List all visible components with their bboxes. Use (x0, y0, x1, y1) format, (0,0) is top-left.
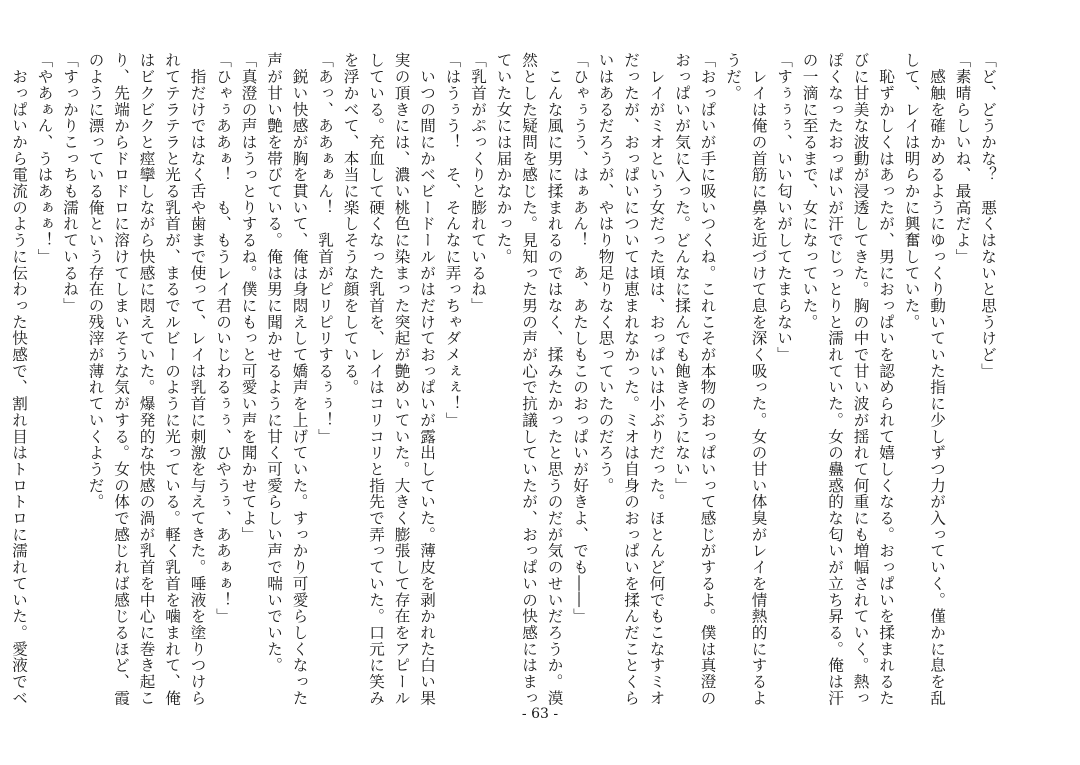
text-line: ていた女には届かなかった。 (494, 52, 513, 265)
text-line: 感触を確かめるようにゆっくり動いていた指に少しずつ力が入っていく。僅かに息を乱 (928, 52, 946, 706)
text-line: おっぱいが気に入った。どんなに揉んでも飽きそうにない」 (673, 52, 691, 494)
text-line: 指だけではなく舌や歯まで使って、レイは乳首に刺激を与えてきた。唾液を塗りつけら (188, 52, 207, 706)
text-line: 「すっかりこっちも濡れているね」 (61, 52, 79, 314)
text-line: 「乳首がぷっくりと膨れているね」 (469, 52, 487, 314)
page-number: - 63 - (521, 706, 559, 722)
text-line: 声が甘い艶を帯びている。俺は男に聞かせるように甘く可愛らしい声で喘いでいた。 (265, 52, 283, 674)
text-line: 「真澄の声はうっとりするね。僕にもっと可愛い声を聞かせてよ」 (239, 52, 258, 543)
text-line: ぽくなったおっぱいが汗でじっとりと濡れていた。女の蠱惑的な匂いが立ち昇る。俺は汗 (826, 52, 844, 706)
vertical-text-body (10, 52, 1000, 706)
text-line: うだ。 (724, 52, 742, 102)
text-line: 「やあぁん、うはあぁぁ！」 (35, 52, 54, 265)
text-line: 「ひゃぅああぁ！ も、もうレイ君のいじわるぅぅ、ひやうぅ、ああぁぁ！」 (214, 52, 232, 625)
text-line: 然とした疑問を感じた。見知った男の声が心で抗議していたが、おっぱいの快感にはまっ (520, 52, 538, 706)
text-line: だったが、おっぱいについては恵まれなかった。ミオは自身のおっぱいを揉んだことくら (622, 52, 640, 706)
text-line: り、先端からドロドロに溶けてしまいそうな気がする。女の体で感じれば感じるほど、霞 (112, 52, 130, 706)
text-line: れてテラテラと光る乳首が、まるでルビーのように光っている。軽く乳首を噛まれて、俺 (163, 52, 181, 706)
text-line: の一滴に至るまで、女になっていた。 (800, 52, 819, 330)
text-line: 「あっ、ああぁぁん！ 乳首がピリピリするぅぅ！」 (316, 52, 334, 445)
text-line: レイは俺の首筋に鼻を近づけて息を深く吸った。女の甘い体臭がレイを情熱的にするよ (749, 52, 768, 706)
text-line: レイがミオという女だった頃は、おっぱいは小ぶりだった。ほとんど何でもこなすミオ (647, 52, 666, 706)
text-line: を浮かべて、本当に楽しそうな顔をしている。 (341, 52, 360, 396)
text-line: 実の頂きには、濃い桃色に染まった突起が艶めいていた。大きく膨張して存在をアピール (392, 52, 411, 706)
text-line: 鋭い快感が胸を貫いて、俺は身悶えして嬌声を上げていた。すっかり可愛らしくなった (290, 52, 309, 706)
text-line: 恥ずかしくはあったが、男におっぱいを認められて嬉しくなる。おっぱいを揉まれるた (877, 52, 895, 706)
text-line: はビクビクと痙攣しながら快感に悶えていた。爆発的な快感の渦が乳首を中心に巻き起こ (137, 52, 156, 706)
text-line: 「ど、どうかな？ 悪くはないと思うけど」 (979, 52, 997, 379)
text-line: 「ひゃぅうう、はぁあん！ あ、あたしもこのおっぱいが好きよ、でも――」 (571, 52, 589, 625)
text-line: している。充血して硬くなった乳首を、レイはコリコリと指先で弄っていた。口元に笑み (367, 52, 385, 706)
text-line: して、レイは明らかに興奮していた。 (902, 52, 921, 330)
text-line: いつの間にかベビードールがはだけておっぱいが露出していた。薄皮を剥かれた白い果 (418, 52, 436, 706)
text-line: 「おっぱいが手に吸いつくね。これこそが本物のおっぱいって感じがするよ。僕は真澄の (698, 52, 717, 706)
text-line: 「はうぅう！ そ、そんなに弄っちゃダメぇぇ！」 (443, 52, 462, 429)
text-line: おっぱいから電流のように伝わった快感で、割れ目はトロトロに濡れていた。愛液でベ (10, 52, 28, 706)
text-line: いはあるだろうが、やはり物足りなく思っていたのだろう。 (596, 52, 615, 494)
text-line: 「すぅぅぅ、いい匂いがしてたまらない」 (775, 52, 793, 363)
text-line: こんな風に男に揉まれるのではなく、揉みたかったと思うのだが気のせいだろうか。漠 (545, 52, 564, 706)
text-line: のように漂っている俺という存在の残滓が薄れていくようだ。 (86, 52, 105, 510)
text-line: 「素晴らしいね、最高だよ」 (953, 52, 972, 265)
text-line: びに甘美な波動が浸透してきた。胸の中で甘い波が揺れて何重にも増幅されていく。熱っ (851, 52, 870, 706)
